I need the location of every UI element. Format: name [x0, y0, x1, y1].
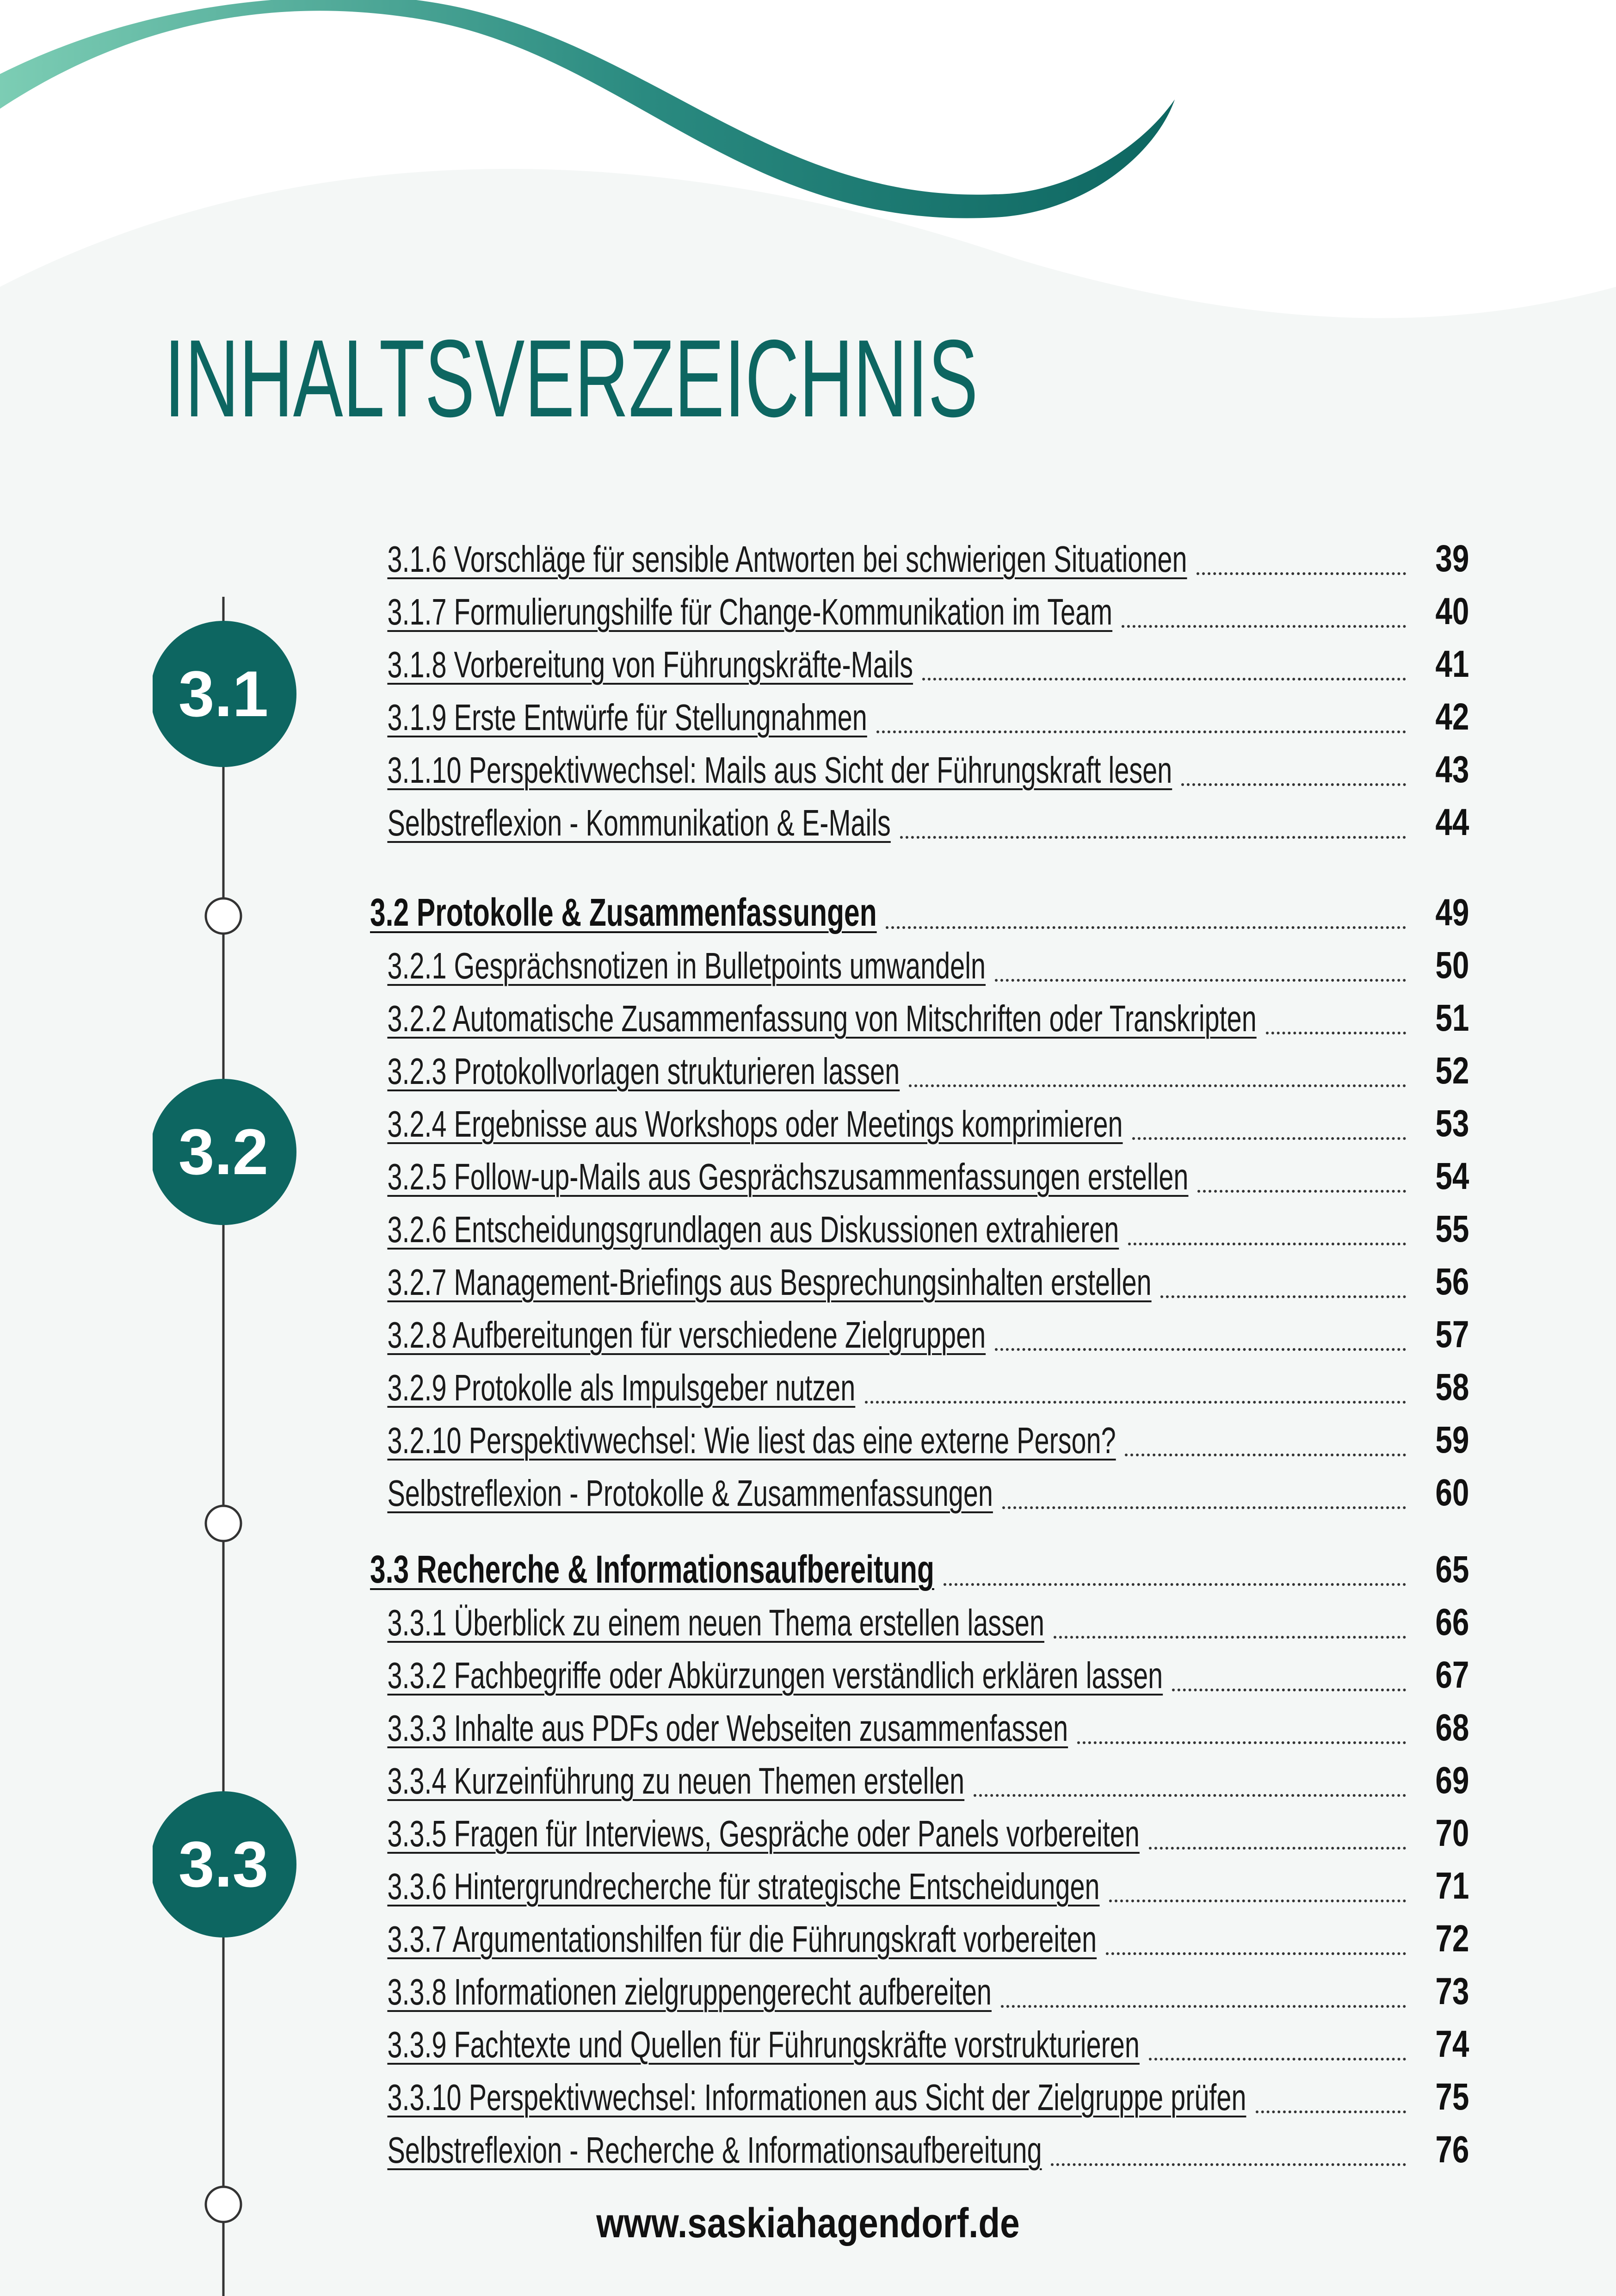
timeline-marker-label: 3.3 [178, 1828, 269, 1900]
toc-entry[interactable] [370, 1905, 1480, 1958]
toc-heading-label[interactable]: 3.3 Recherche & Informationsaufbereitung [370, 1547, 934, 1591]
toc-entry[interactable] [370, 2116, 1480, 2169]
toc-entry-label[interactable]: 3.3.2 Fachbegriffe oder Abkürzungen verständlich erklären lassen [387, 1655, 1163, 1696]
toc-entry-label[interactable]: Selbstreflexion - Protokolle & Zusammenfassungen [387, 1473, 993, 1514]
page-title: INHALTSVERZEICHNIS [164, 317, 978, 440]
dot-leader [909, 1084, 1406, 1087]
toc-page-number: 44 [1435, 801, 1469, 843]
toc-entry[interactable] [370, 1589, 1480, 1641]
footer-website-link[interactable]: www.saskiahagendorf.de [596, 2200, 1020, 2246]
timeline-marker-label: 3.1 [178, 657, 269, 730]
toc-entry[interactable] [370, 1354, 1480, 1406]
toc-entry-label[interactable]: 3.3.9 Fachtexte und Quellen für Führungskräfte vorstrukturieren [387, 2024, 1140, 2065]
dot-leader [1256, 2110, 1406, 2113]
toc-section-33 [370, 1536, 1480, 2169]
timeline-marker-33 [153, 1791, 296, 1937]
dot-leader [1125, 1454, 1406, 1456]
toc-entry-label[interactable]: 3.2.2 Automatische Zusammenfassung von Mitschriften oder Transkripten [387, 998, 1257, 1039]
toc-entry-label[interactable]: 3.3.5 Fragen für Interviews, Gespräche oder Panels vorbereiten [387, 1813, 1140, 1854]
dot-leader [944, 1583, 1406, 1586]
toc-page-number: 56 [1435, 1261, 1469, 1303]
toc-entry[interactable] [370, 1641, 1480, 1694]
toc-page-number: 75 [1435, 2076, 1469, 2118]
toc-entry-label[interactable]: 3.2.6 Entscheidungsgrundlagen aus Diskussionen extrahieren [387, 1209, 1119, 1250]
toc-entry-label[interactable]: 3.2.7 Management-Briefings aus Besprechungsinhalten erstellen [387, 1262, 1152, 1303]
toc-entry-label[interactable]: 3.2.5 Follow-up-Mails aus Gesprächszusammenfassungen erstellen [387, 1156, 1189, 1197]
toc-entry-label[interactable]: 3.2.4 Ergebnisse aus Workshops oder Meetings komprimieren [387, 1103, 1123, 1145]
dot-leader [974, 1794, 1406, 1797]
toc-section-32 [370, 879, 1480, 1512]
toc-entry-label[interactable]: 3.1.6 Vorschläge für sensible Antworten bei schwierigen Situationen [387, 538, 1187, 580]
toc-entry-label[interactable]: 3.3.3 Inhalte aus PDFs oder Webseiten zusammenfassen [387, 1708, 1068, 1749]
toc-entry[interactable] [370, 984, 1480, 1037]
toc-entry-label[interactable]: 3.1.8 Vorbereitung von Führungskräfte-Mails [387, 644, 913, 685]
dot-leader [1109, 1900, 1406, 1902]
toc-entry[interactable] [370, 1800, 1480, 1852]
dot-leader [1106, 1952, 1406, 1955]
toc-entry-label[interactable]: 3.2.1 Gesprächsnotizen in Bulletpoints umwandeln [387, 945, 986, 986]
dot-leader [1149, 2058, 1406, 2061]
toc-entry-label[interactable]: 3.2.3 Protokollvorlagen strukturieren lassen [387, 1051, 900, 1092]
toc-page-number: 55 [1435, 1208, 1469, 1250]
toc-entry[interactable] [370, 1406, 1480, 1459]
dot-leader [1149, 1847, 1406, 1850]
toc-page-number: 50 [1435, 944, 1469, 986]
toc-section-heading[interactable] [370, 879, 1480, 932]
toc-entry[interactable] [370, 1143, 1480, 1195]
toc-section-31 [370, 525, 1480, 842]
toc-page-number: 76 [1435, 2129, 1469, 2171]
toc-entry[interactable] [370, 683, 1480, 736]
toc-entry-label[interactable]: Selbstreflexion - Recherche & Informationsaufbereitung [387, 2129, 1042, 2171]
dot-leader [1197, 572, 1406, 575]
dot-leader [1160, 1295, 1406, 1298]
toc-entry[interactable] [370, 789, 1480, 842]
toc-page-number: 59 [1435, 1419, 1469, 1461]
dot-leader [1128, 1243, 1406, 1245]
toc-page-number: 71 [1435, 1865, 1469, 1907]
toc-entry[interactable] [370, 1747, 1480, 1800]
toc-page-number: 40 [1435, 590, 1469, 632]
dot-leader [1077, 1741, 1406, 1744]
dot-leader [1132, 1137, 1406, 1140]
toc-entry[interactable] [370, 932, 1480, 984]
toc-page-number: 67 [1435, 1654, 1469, 1696]
dot-leader [995, 1348, 1406, 1351]
dot-leader [1172, 1689, 1406, 1691]
toc-page-number: 69 [1435, 1759, 1469, 1801]
toc-page-number: 73 [1435, 1970, 1469, 2012]
toc-page-number: 68 [1435, 1707, 1469, 1749]
dot-leader [1181, 783, 1406, 786]
toc-entry-label[interactable]: 3.3.10 Perspektivwechsel: Informationen aus Sicht der Zielgruppe prüfen [387, 2077, 1246, 2118]
toc-entry-label[interactable]: 3.3.7 Argumentationshilfen für die Führungskraft vorbereiten [387, 1918, 1097, 1960]
toc-heading-label[interactable]: 3.2 Protokolle & Zusammenfassungen [370, 891, 877, 934]
toc-entry[interactable] [370, 1090, 1480, 1143]
toc-entry[interactable] [370, 2011, 1480, 2063]
toc-entry[interactable] [370, 631, 1480, 683]
timeline-marker-label: 3.2 [178, 1115, 269, 1188]
toc-entry[interactable] [370, 1958, 1480, 2011]
toc-page-number: 58 [1435, 1366, 1469, 1408]
toc-entry-label[interactable]: 3.2.8 Aufbereitungen für verschiedene Zielgruppen [387, 1314, 986, 1355]
toc-page-number: 60 [1435, 1472, 1469, 1514]
toc-entry[interactable] [370, 736, 1480, 789]
dot-leader [1001, 2005, 1406, 2008]
toc-entry[interactable] [370, 1301, 1480, 1354]
toc-page-number: 70 [1435, 1812, 1469, 1854]
toc-page-number: 49 [1435, 891, 1469, 934]
toc-page-number: 54 [1435, 1155, 1469, 1197]
dot-leader [922, 678, 1406, 681]
dot-leader [1122, 625, 1406, 628]
dot-leader [1051, 2163, 1406, 2166]
header-wave-decoration [0, 0, 1616, 352]
dot-leader [865, 1401, 1406, 1404]
toc-entry-label[interactable]: Selbstreflexion - Kommunikation & E-Mails [387, 802, 891, 843]
toc-entry[interactable] [370, 1852, 1480, 1905]
timeline-marker-31 [153, 621, 296, 767]
toc-page-number: 52 [1435, 1050, 1469, 1092]
toc-entry-label[interactable]: 3.3.1 Überblick zu einem neuen Thema erstellen lassen [387, 1602, 1044, 1643]
timeline-node [206, 898, 241, 934]
toc-page-number: 53 [1435, 1102, 1469, 1145]
toc-page-number: 41 [1435, 643, 1469, 685]
toc-entry-label[interactable]: 3.1.10 Perspektivwechsel: Mails aus Sicht der Führungskraft lesen [387, 749, 1172, 791]
dot-leader [1054, 1636, 1406, 1639]
toc-page-number: 72 [1435, 1918, 1469, 1960]
toc-page-number: 39 [1435, 538, 1469, 580]
toc-entry-label[interactable]: 3.3.8 Informationen zielgruppengerecht aufbereiten [387, 1971, 992, 2012]
toc-page-number: 51 [1435, 997, 1469, 1039]
toc-entry-label[interactable]: 3.2.10 Perspektivwechsel: Wie liest das eine externe Person? [387, 1420, 1116, 1461]
toc-entry-label[interactable]: 3.2.9 Protokolle als Impulsgeber nutzen [387, 1367, 856, 1408]
dot-leader [1002, 1506, 1406, 1509]
toc-entry-label[interactable]: 3.3.4 Kurzeinführung zu neuen Themen erstellen [387, 1760, 965, 1801]
toc-entry-label[interactable]: 3.3.6 Hintergrundrecherche für strategische Entscheidungen [387, 1866, 1100, 1907]
toc-section-heading[interactable] [370, 1536, 1480, 1589]
toc-page-number: 43 [1435, 749, 1469, 791]
toc-entry[interactable] [370, 1195, 1480, 1248]
dot-leader [1266, 1032, 1406, 1034]
toc-entry[interactable] [370, 1694, 1480, 1747]
toc-page-number: 66 [1435, 1601, 1469, 1643]
timeline-node [206, 1506, 241, 1541]
toc-page-number: 65 [1435, 1548, 1469, 1590]
toc-entry[interactable] [370, 525, 1480, 578]
dot-leader [995, 979, 1406, 982]
dot-leader [900, 836, 1406, 839]
dot-leader [886, 926, 1406, 929]
toc-page-number: 57 [1435, 1313, 1469, 1355]
chapter-timeline [153, 597, 301, 2296]
toc-entry-label[interactable]: 3.1.9 Erste Entwürfe für Stellungnahmen [387, 697, 867, 738]
toc-entry[interactable] [370, 1248, 1480, 1301]
dot-leader [1197, 1190, 1406, 1193]
timeline-marker-32 [153, 1079, 296, 1225]
toc-page-number: 74 [1435, 2023, 1469, 2065]
toc-entry[interactable] [370, 2063, 1480, 2116]
toc-entry[interactable] [370, 1037, 1480, 1090]
toc-entry-label[interactable]: 3.1.7 Formulierungshilfe für Change-Kommunikation im Team [387, 591, 1113, 632]
toc-entry[interactable] [370, 578, 1480, 631]
toc-entry[interactable] [370, 1459, 1480, 1512]
dot-leader [876, 730, 1406, 733]
toc-page-number: 42 [1435, 696, 1469, 738]
